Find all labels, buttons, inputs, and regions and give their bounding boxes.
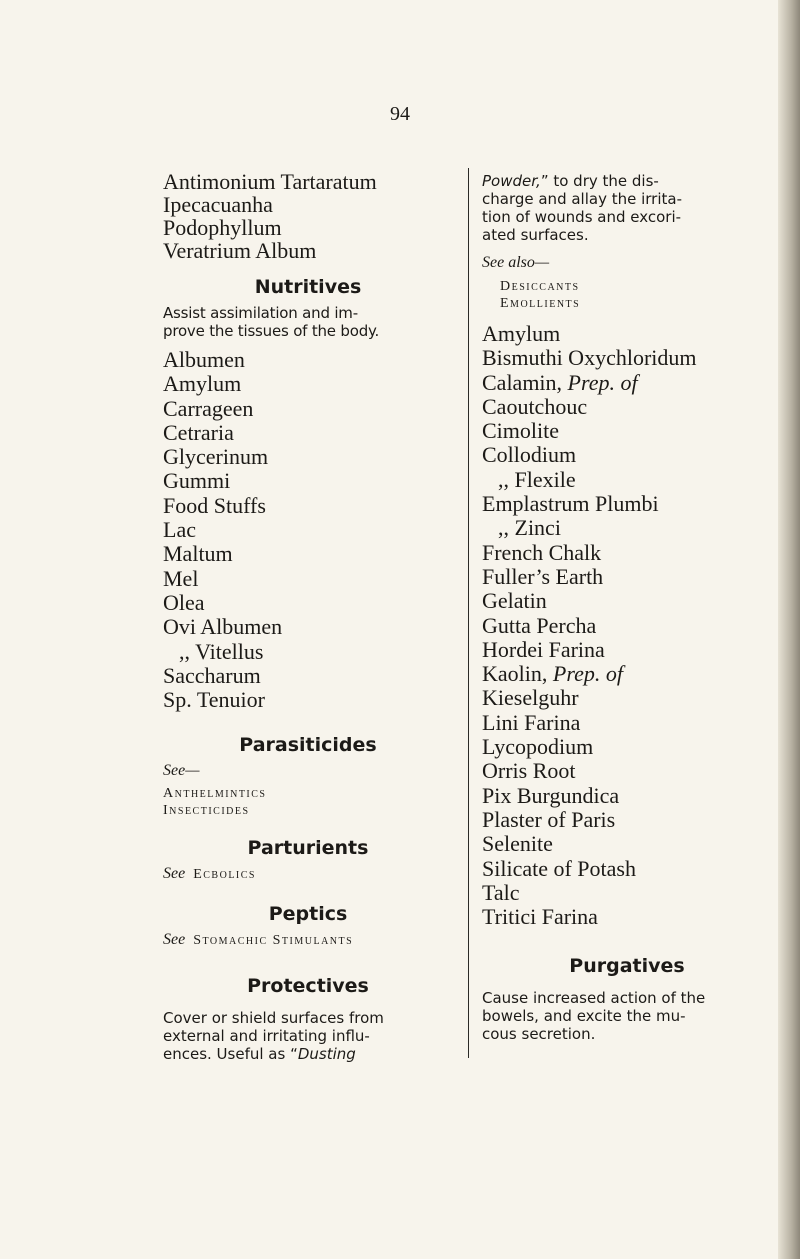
desc-text: ” to dry the dis- — [540, 172, 659, 190]
see-label: See — [163, 865, 186, 883]
list-item: Saccharum — [163, 662, 261, 688]
list-item: Podophyllum — [163, 215, 282, 240]
list-item — [482, 686, 772, 710]
section-heading-purgatives: Purgatives — [569, 955, 685, 978]
desc-line: Assist assimilation and im- — [163, 304, 358, 322]
list-item — [482, 808, 772, 832]
list-item-text: Kieselguhr — [482, 685, 579, 711]
list-item-text: Amylum — [482, 321, 561, 346]
list-item — [482, 832, 772, 856]
see-label: See — [163, 931, 186, 949]
desc-text-italic: Powder, — [482, 172, 541, 190]
list-item-text: Talc — [482, 879, 520, 905]
see-reference-line — [163, 931, 453, 949]
list-item-text: Silicate of Potash — [482, 855, 636, 881]
list-item-text: Tritici Farina — [482, 904, 598, 930]
desc-line — [482, 172, 772, 190]
list-item: Ipecacuanha — [163, 192, 273, 217]
list-item: Maltum — [163, 541, 233, 567]
desc-line: prove the tissues of the body. — [163, 322, 380, 340]
list-item — [482, 735, 772, 759]
list-item — [482, 346, 772, 370]
list-item — [482, 638, 772, 662]
desc-text-italic: Dusting — [297, 1045, 356, 1064]
list-item-text: Caoutchouc — [482, 393, 588, 419]
protectives-list — [482, 322, 772, 929]
cross-reference: Anthelmintics — [163, 786, 267, 802]
list-item — [482, 857, 772, 881]
desc-text: ences. Useful as “ — [163, 1045, 298, 1064]
list-item-text: Hordei Farina — [482, 636, 605, 662]
see-reference-line — [163, 865, 453, 883]
list-item — [482, 443, 772, 467]
desc-line: Cover or shield surfaces from — [163, 1009, 384, 1028]
list-item-text: ,, Zinci — [498, 515, 561, 541]
list-item — [482, 516, 772, 540]
list-item-text: Pix Burgundica — [482, 782, 620, 808]
list-item: Sp. Tenuior — [163, 687, 265, 713]
list-item — [482, 371, 772, 395]
section-heading-nutritives: Nutritives — [254, 276, 362, 298]
desc-line: Cause increased action of the — [482, 989, 706, 1008]
list-item: Olea — [163, 589, 205, 615]
section-heading-parasiticides: Parasiticides — [239, 734, 377, 757]
list-item — [482, 589, 772, 613]
list-item: Cetraria — [163, 419, 234, 445]
see-label: See— — [163, 762, 200, 780]
list-item: Antimonium Tartaratum — [163, 169, 377, 194]
list-item-text: Selenite — [482, 831, 553, 857]
continued-description — [482, 172, 772, 244]
list-item-italic: Prep. of — [567, 369, 638, 395]
list-item-text: French Chalk — [482, 539, 602, 565]
section-heading-parturients: Parturients — [247, 837, 369, 860]
page-number: 94 — [390, 103, 410, 125]
list-item-text: Calamin, — [482, 369, 568, 395]
column-divider — [468, 168, 469, 1058]
list-item — [482, 419, 772, 443]
list-item — [482, 322, 772, 346]
cross-reference: Stomachic Stimulants — [193, 933, 354, 949]
nutritives-list — [163, 348, 453, 712]
list-item — [482, 711, 772, 735]
desc-line — [163, 1045, 453, 1063]
list-item-text: Collodium — [482, 442, 577, 468]
list-item-text: Bismuthi Oxychloridum — [482, 345, 697, 371]
cross-reference: Insecticides — [163, 803, 250, 819]
list-item — [482, 784, 772, 808]
list-item-text: Lycopodium — [482, 734, 594, 760]
list-item-text: ,, Flexile — [498, 466, 576, 492]
list-item-text: Fuller’s Earth — [482, 563, 604, 589]
list-item-italic: Prep. of — [552, 661, 623, 687]
desc-line: external and irritating influ- — [163, 1027, 370, 1046]
list-item-text: Orris Root — [482, 758, 576, 784]
page-edge-shadow — [778, 0, 800, 1259]
list-item: ,, Vitellus — [179, 638, 264, 664]
list-item: Veratrium Album — [163, 238, 317, 263]
desc-line: cous secretion. — [482, 1025, 596, 1044]
list-item: Food Stuffs — [163, 492, 266, 518]
list-item — [482, 614, 772, 638]
list-item — [482, 905, 772, 929]
list-item: Mel — [163, 565, 199, 591]
list-item-text: Cimolite — [482, 418, 559, 444]
list-item: Lac — [163, 517, 196, 543]
desc-line: charge and allay the irrita- — [482, 190, 682, 208]
list-item — [482, 662, 772, 686]
purgatives-description — [482, 989, 772, 1043]
desc-line: ated surfaces. — [482, 226, 589, 244]
left-column — [163, 170, 453, 1063]
right-column — [482, 170, 772, 1043]
list-item: Amylum — [163, 371, 242, 397]
list-item: Ovi Albumen — [163, 614, 283, 640]
cross-reference: Desiccants — [500, 279, 580, 294]
see-also-label: See also— — [482, 254, 550, 271]
list-item-text: Emplastrum Plumbi — [482, 491, 659, 517]
list-item-text: Lini Farina — [482, 709, 581, 735]
list-item — [482, 541, 772, 565]
cross-reference: Ecbolics — [193, 867, 256, 883]
list-item — [482, 395, 772, 419]
list-item — [482, 881, 772, 905]
list-item-text: Gelatin — [482, 588, 547, 614]
list-item-text: Plaster of Paris — [482, 806, 616, 832]
list-item — [482, 759, 772, 783]
protectives-description — [163, 1009, 453, 1063]
list-item-text: Gutta Percha — [482, 612, 597, 638]
list-item: Albumen — [163, 347, 245, 372]
list-item: Glycerinum — [163, 444, 269, 470]
list-item: Gummi — [163, 468, 231, 494]
list-item — [482, 492, 772, 516]
list-item — [482, 565, 772, 589]
section-heading-protectives: Protectives — [247, 975, 369, 998]
desc-line: bowels, and excite the mu- — [482, 1007, 686, 1026]
nutritives-description — [163, 304, 453, 340]
list-item-text: Kaolin, — [482, 661, 553, 687]
section-heading-peptics: Peptics — [268, 903, 348, 926]
list-item: Carrageen — [163, 395, 254, 421]
cross-reference: Emollients — [500, 296, 581, 311]
desc-line: tion of wounds and excori- — [482, 208, 682, 226]
list-item — [482, 468, 772, 492]
